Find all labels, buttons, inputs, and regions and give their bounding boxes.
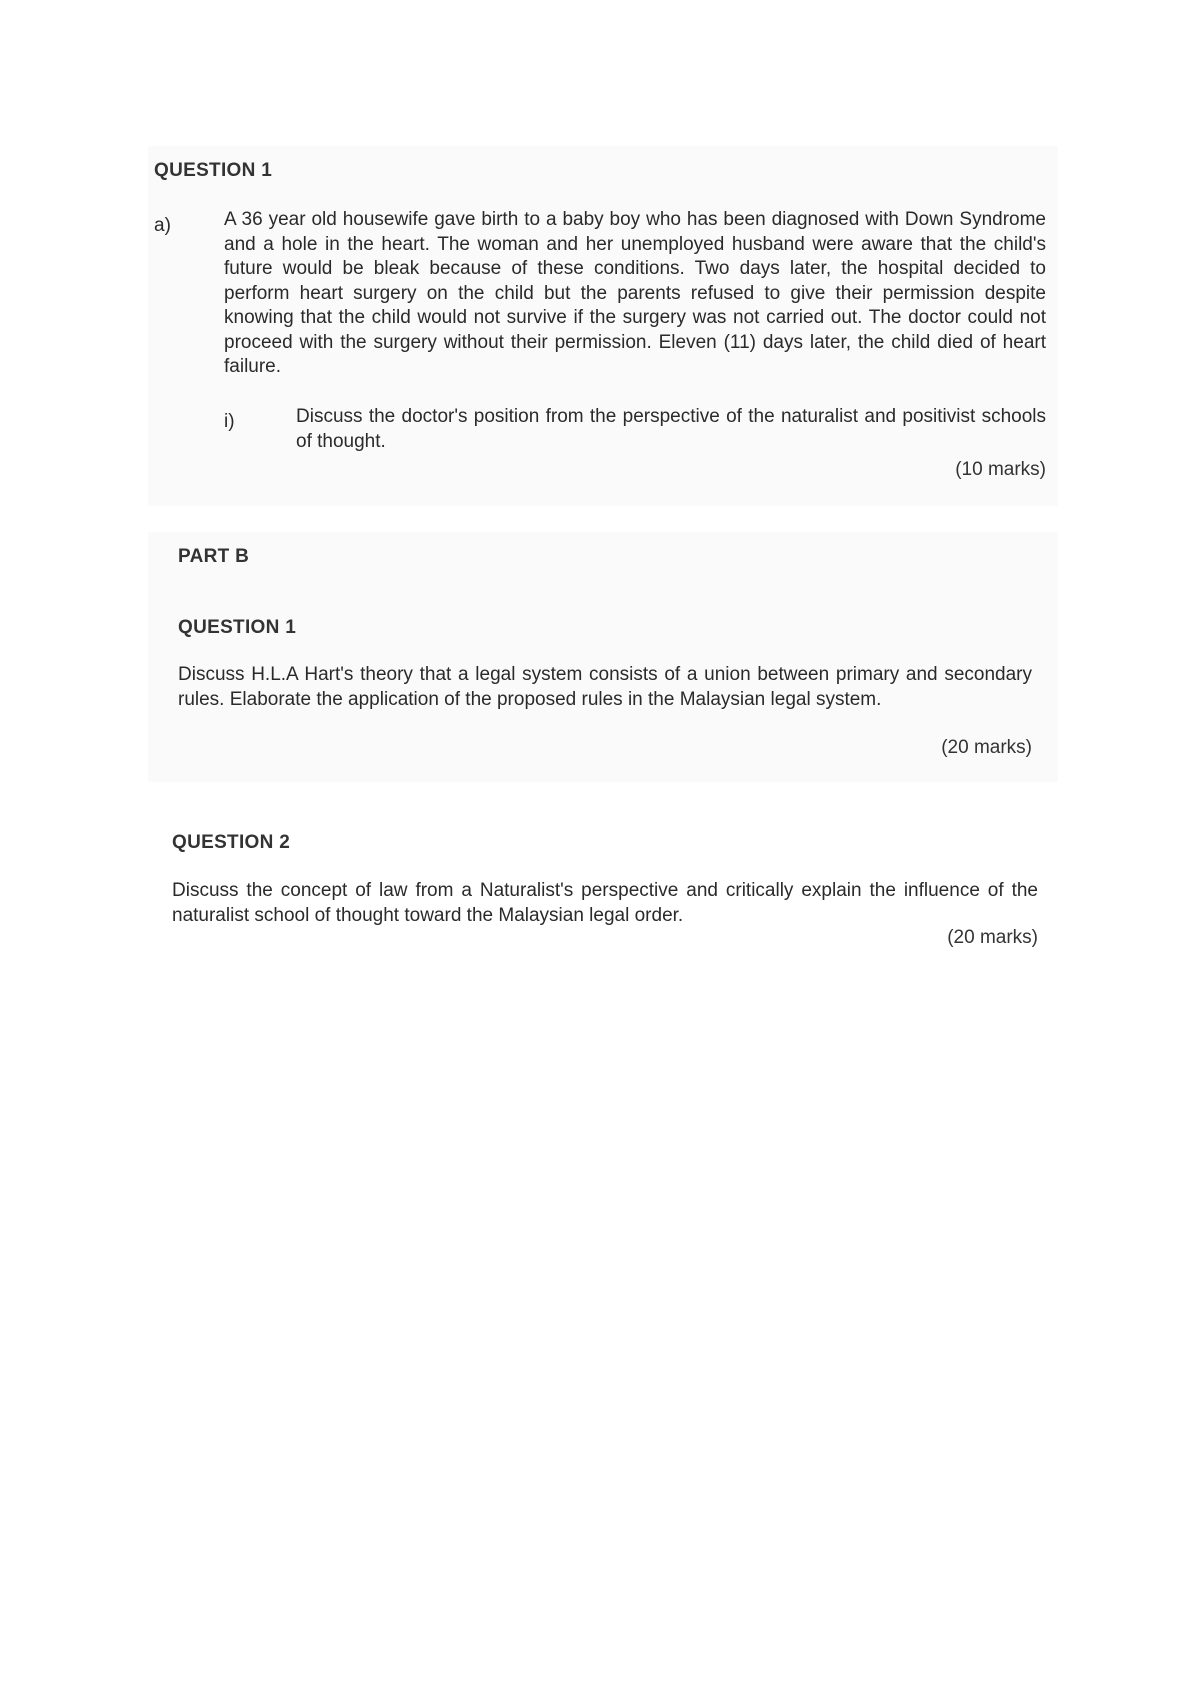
question-1a-scenario: A 36 year old housewife gave birth to a baby boy who has been diagnosed with Down Syndrome and a hole in the heart. The woman and her unemployed husband were aware that the child's future would be bleak because of these conditions. Two days later, the hospital decided to perform heart surgery on the child but the parents refused to give their permission despite knowing that the child would not survive if the surgery was not carried out. The doctor could not proceed with the surgery without their permission. Eleven (11) days later, the child died of heart failure. bbox=[224, 209, 1046, 377]
sub-question-text: Discuss the doctor's position from the perspective of the naturalist and positivist schools of thought. bbox=[296, 406, 1046, 452]
part-b-question-1-heading: QUESTION 1 bbox=[178, 617, 297, 638]
section1-heading: QUESTION 1 bbox=[154, 160, 273, 181]
part-a-label: a) bbox=[154, 215, 171, 236]
question-2-text: Discuss the concept of law from a Naturalist's perspective and critically explain the influence of the naturalist school of thought toward the Malaysian legal order. bbox=[172, 880, 1038, 926]
part-b-question-1-marks: (20 marks) bbox=[941, 737, 1032, 758]
part-b-question-1-text: Discuss H.L.A Hart's theory that a legal system consists of a union between primary and secondary rules. Elaborate the application of the proposed rules in the Malaysian legal system. bbox=[178, 664, 1032, 710]
question-2-heading: QUESTION 2 bbox=[172, 832, 291, 853]
part-b-heading: PART B bbox=[178, 546, 250, 567]
question-2-marks: (20 marks) bbox=[947, 927, 1038, 948]
question-1a-marks: (10 marks) bbox=[955, 459, 1046, 480]
sub-question-label: i) bbox=[224, 411, 235, 432]
